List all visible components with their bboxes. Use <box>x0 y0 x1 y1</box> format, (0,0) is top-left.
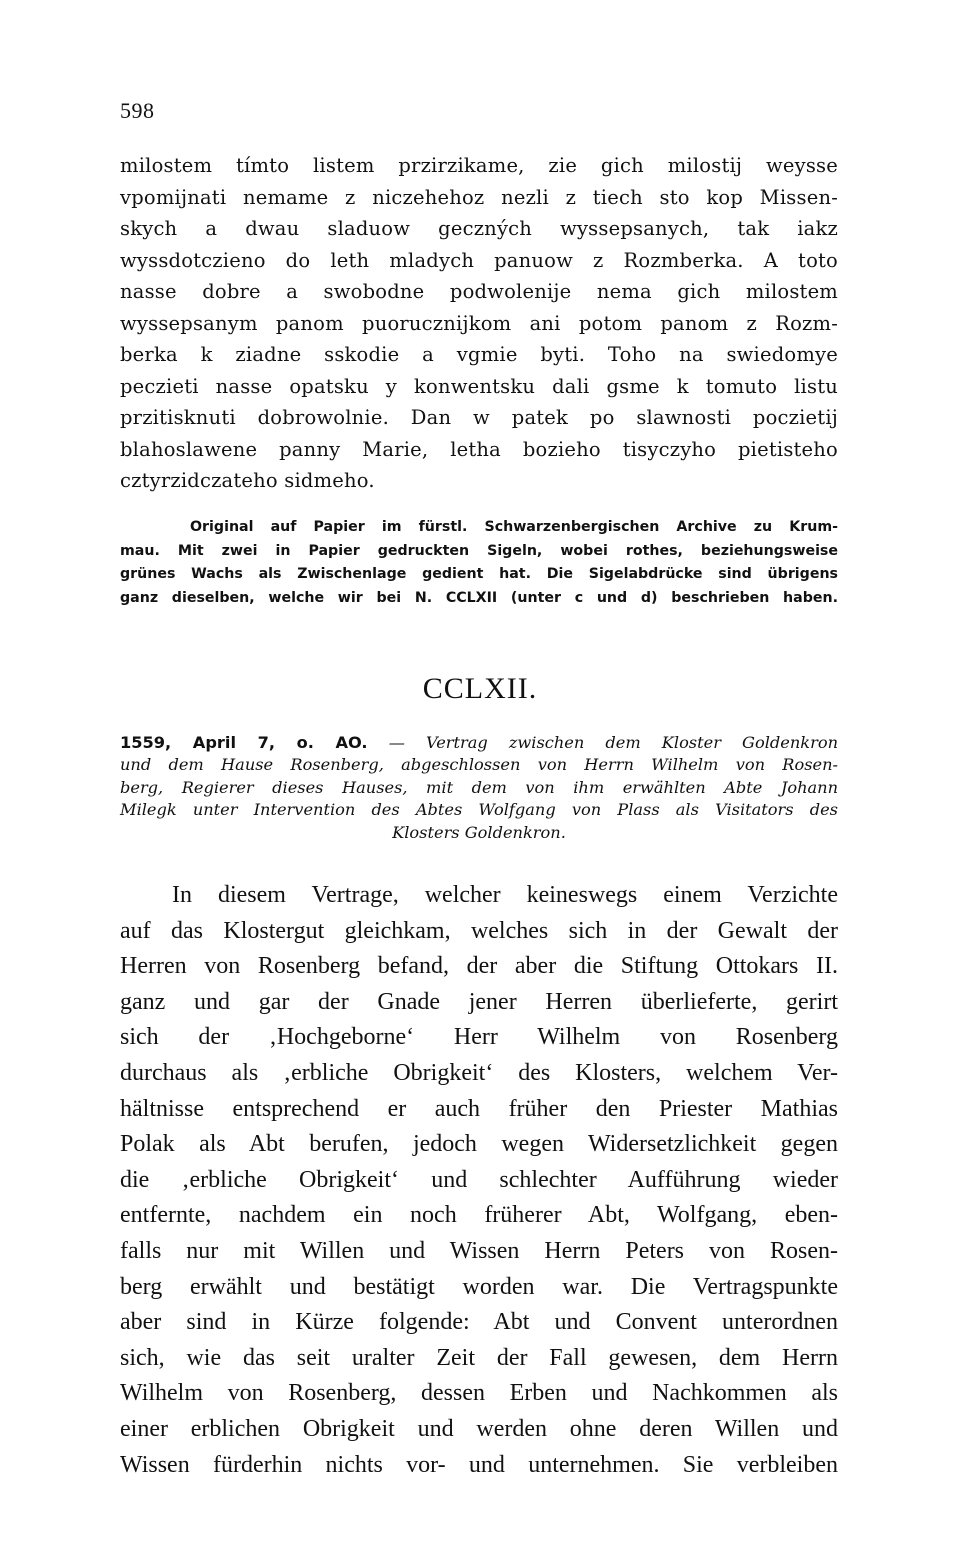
note-line: ganz dieselben, welche wir bei N. CCLXII (unter c und d) beschrieben haben. <box>120 589 838 606</box>
source-note <box>120 516 838 610</box>
text-line: Herren von Rosenberg befand, der aber die Stiftung Ottokars II. <box>120 953 838 980</box>
regest-title-start: Vertrag zwischen dem Kloster Goldenkron <box>426 733 838 752</box>
text-line: berg erwählt und bestätigt worden war. Die Vertragspunkte <box>120 1273 838 1300</box>
text-line: Polak als Abt berufen, jedoch wegen Widersetzlichkeit gegen <box>120 1131 838 1158</box>
text-line: falls nur mit Willen und Wissen Herrn Peters von Rosen- <box>120 1237 838 1264</box>
regest-line <box>120 732 838 754</box>
text-line: Wissen fürderhin nichts vor- und unternehmen. Sie verbleiben <box>120 1451 838 1478</box>
text-line: Wilhelm von Rosenberg, dessen Erben und Nachkommen als <box>120 1380 838 1407</box>
regest-dash: — <box>367 733 427 752</box>
text-line: hältnisse entsprechend er auch früher den Priester Mathias <box>120 1095 838 1122</box>
regest-line: und dem Hause Rosenberg, abgeschlossen von Herrn Wilhelm von Rosen- <box>120 755 838 775</box>
text-line: berka k ziadne sskodie a vgmie byti. Toho na swiedomye <box>120 343 838 366</box>
text-line: aber sind in Kürze folgende: Abt und Convent unterordnen <box>120 1309 838 1336</box>
text-line: milostem tímto listem przirzikame, zie gich milostij weysse <box>120 154 838 177</box>
text-line: wyssdotczieno do leth mladych panuow z Rozmberka. A toto <box>120 248 838 272</box>
text-line: wyssepsanym panom puorucznijkom ani potom panom z Rozm- <box>120 311 838 335</box>
text-line: przitisknuti dobrowolnie. Dan w patek po slawnosti poczietij <box>120 406 838 429</box>
text-line: durchaus als ‚erbliche Obrigkeit‘ des Klosters, welchem Ver- <box>120 1059 838 1086</box>
regest-line: Milegk unter Intervention des Abtes Wolfgang von Plass als Visitators des <box>120 800 838 820</box>
document-regest <box>120 732 838 844</box>
text-line: entfernte, nachdem ein noch früherer Abt, Wolfgang, eben- <box>120 1202 838 1229</box>
german-commentary <box>120 878 838 1483</box>
note-line: grünes Wachs als Zwischenlage gedient hat. Die Sigelabdrücke sind übrigens <box>120 566 838 583</box>
text-line: skych a dwau sladuow geczných wyssepsanych, tak iakz <box>120 217 838 240</box>
text-line: die ‚erbliche Obrigkeit‘ und schlechter Aufführung wieder <box>120 1166 838 1193</box>
text-line: ganz und gar der Gnade jener Herren überlieferte, gerirt <box>120 988 838 1015</box>
czech-document-text <box>120 150 838 497</box>
text-line: cztyrzidczateho sidmeho. <box>120 469 375 492</box>
note-line: Original auf Papier im fürstl. Schwarzenbergischen Archive zu Krum- <box>190 519 838 535</box>
text-line: vpomijnati nemame z niczehehoz nezli z tiech sto kop Missen- <box>120 185 838 209</box>
regest-line: Klosters Goldenkron. <box>392 822 566 842</box>
text-line: In diesem Vertrage, welcher keineswegs einem Verzichte <box>172 882 838 908</box>
regest-line: berg, Regierer dieses Hauses, mit dem von ihm erwählten Abte Johann <box>120 777 838 797</box>
document-number: CCLXII. <box>422 672 538 705</box>
regest-date: 1559, April 7, o. AO. <box>120 733 368 752</box>
text-line: blahoslawene panny Marie, letha bozieho tisyczyho pietisteho <box>120 437 838 461</box>
text-line: einer erblichen Obrigkeit und werden ohne deren Willen und <box>120 1415 838 1442</box>
text-line: peczieti nasse opatsku y konwentsku dali gsme k tomuto listu <box>120 374 838 398</box>
text-line: auf das Klostergut gleichkam, welches sich in der Gewalt der <box>120 917 838 944</box>
page-number: 598 <box>120 98 155 123</box>
text-line: sich der ‚Hochgeborne‘ Herr Wilhelm von Rosenberg <box>120 1024 838 1051</box>
text-line: sich, wie das seit uralter Zeit der Fall gewesen, dem Herrn <box>120 1344 838 1371</box>
text-line: nasse dobre a swobodne podwolenije nema gich milostem <box>120 280 838 303</box>
note-line: mau. Mit zwei in Papier gedruckten Sigeln, wobei rothes, beziehungsweise <box>120 542 838 559</box>
